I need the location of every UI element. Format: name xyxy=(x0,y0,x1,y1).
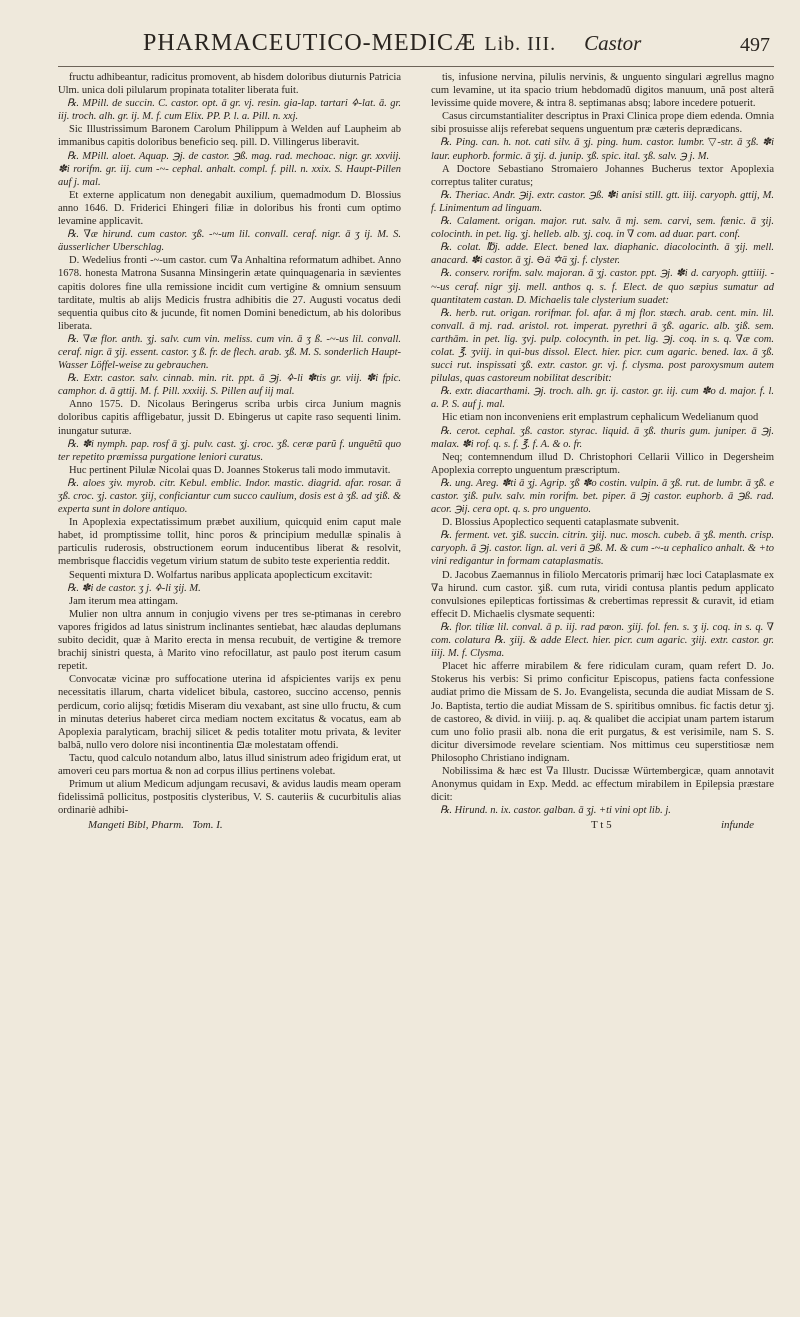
paragraph: Et externe applicatum non denegabit auxilium, quemadmodum D. Blossius anno 1646. D. Friderici Ehingeri filiæ in doloribus his fronti cum optimo levamine applicavit. xyxy=(58,189,401,228)
book-number: Lib. III. xyxy=(484,33,557,55)
paragraph: ℞. colat. ℔j. adde. Elect. bened lax. diaphanic. diacolocinth. ā ʒij. mell. anacard. ✽i castor. ā ʒj. ⊖ä ✡ä ʒj. f. clyster. xyxy=(431,242,774,267)
paragraph: Sequenti mixtura D. Wolfartus naribus applicata apoplecticum excitavit: xyxy=(69,569,373,581)
paragraph: tis, infusione nervina, pilulis nervinis, & unguento singulari ægrellus magno cum levamine, ut ita spacio trium hebdomadũ digitos manuum, unã post alterã levissime quide movere, & intra 8. septimanas absq; labore incedere potuerit. xyxy=(431,72,774,110)
paragraph: D. Blossius Apoplectico sequenti cataplasmate subvenit. xyxy=(442,517,680,529)
catchword-right: infunde xyxy=(721,819,754,832)
paragraph: ℞. aloes ʒiv. myrob. citr. Kebul. emblic. Indor. mastic. diagrid. afar. rosar. ā ʒß. croc. ʒj. castor. ʒiij, conficiantur cum succo caulium, dosis est à ʒß. ad ʒiß. & experta sunt in dolore antiquo. xyxy=(58,477,401,516)
running-header xyxy=(58,30,774,66)
paragraph: ℞. Hirund. n. ix. castor. galban. ā ʒj. +ti vini opt lib. j. xyxy=(440,805,671,817)
footer-right xyxy=(431,819,774,832)
paragraph: ℞. ung. Areg. ✽ti ā ʒj. Agrip. ʒß ✽o costin. vulpin. ā ʒß. rut. de lumbr. ā ʒß. e castor. ʒiß. pulv. salv. min rorifm. bet. piper. ā ℈j castor. euphorb. ā ℈ß. rad. acor. ℈ij. cera opt. q. s. pro unguento. xyxy=(431,477,774,516)
paragraph: ℞. Theriac. Andr. ℈ij. extr. castor. ℈ß. ✽i anisi still. gtt. iiij. caryoph. gttij, M. f. Linimentum ad linguam. xyxy=(431,189,774,214)
paragraph: A Doctore Sebastiano Stromaiero Johannes Bucherus textor Apoplexia correptus taliter curatus; xyxy=(431,163,774,188)
paragraph: ℞. cerot. cephal. ʒß. castor. styrac. liquid. ā ʒß. thuris gum. juniper. ā ℈j. malax. ✽i rof. q. s. f. ℥. f. A. & o. fr. xyxy=(431,425,774,450)
section-name: Castor xyxy=(584,31,642,55)
signature-mark: T t 5 xyxy=(591,819,612,832)
paragraph: Casus circumstantialiter descriptus in Praxi Clinica prope diem edenda. Omnia sibi prosuisse alijs referebat sequens unguentum præ cæteris deprædicans. xyxy=(431,111,774,136)
paragraph: Placet hic afferre mirabilem & fere ridiculam curam, quam refert D. Jo. Stokerus his verbis: Si primo conficitur Episcopus, patiens facta confessione audiat primo die Missam de S. Jo. Evangelista, secunda die audiat Missam de S. Jo. Baptista, tertio die audiat Missam de S. spiritibus omnibus. fic factis detur ʒj. de castoreo, & divid. in viiij. p. aq. & qualibet die accipiat unam partem istarum cum uno folio prasii alb. nona die erit purgatus, & est verisimile, nam S. S. dicitur diversimode revelare scientiam. Nos mittimus ceu superstitiosæ nem Philosopho Christiano indignam. xyxy=(431,661,774,764)
volume-mark: Tom. I. xyxy=(192,819,223,832)
paragraph: ℞. MPill. aloet. Aquap. ℈j. de castor. ℈ß. mag. rad. mechoac. nigr. gr. xxviij. ✽i rorifm. gr. iij. cum -~- cephal. anhalt. compl. f. pill. n. xxix. S. Haupt-Pillen auf j. mal. xyxy=(58,150,401,188)
running-title xyxy=(143,30,556,57)
paragraph: Convocatæ vicinæ pro suffocatione uterina id afspicientes varijs ex penu necessitatis illarum, charta videlicet bibula, castoreo, succino accenso, pennis perdicum, corio alijsq; fœtidis Miseram diu vexabant, ast sine ullo fructu, & cum in minutas deterius haberet circa mediam noctem excitatus & vocatus, eam ab Apoplexia paralyticam, brachij silicet & pedis totaliter motu privata, & leviter balbã, nullo vero dolore nisi incontinentia ⊡æ molestatam offendi. xyxy=(58,674,401,751)
paragraph: ℞. herb. rut. origan. rorifmar. fol. afar. ā mj flor. stæch. arab. cent. min. lil. convall. ā mj. rad. aristol. rot. imperat. pyrethri ā ʒß. agaric. alb. ʒiß. sem. carthām. in pet. lig. ʒvj. pulp. colocynth. in pet. lig. ℈j. coq. in s. q. ∇æ com. colat. ℥. ʒviij. in qui-bus dissol. Elect. hier. picr. cum agaric. bened. lax. ā ʒß. succi rut. inspissati ʒß. extr. castor. gr. vj. f. clysma. post paroxysmum autem pilulas, quas castoreum nobilitat describit: xyxy=(431,307,774,385)
paragraph: ℞. ∇æ flor. anth. ʒj. salv. cum vin. meliss. cum vin. ā ʒ ß. -~-us lil. convall. ceraf. nigr. ā ʒij. essent. castor. ʒ ß. fr. de flech. arab. ʒß. M. S. sonderlich Haupt-Wasser Löffel-weise zu gebrauchen. xyxy=(58,333,401,372)
paragraph: ℞. extr. diacarthami. ℈j. troch. alh. gr. ij. castor. gr. iij. cum ✽o d. major. f. l. a. P. S. auf j. mal. xyxy=(431,386,774,411)
page-footer xyxy=(58,819,774,832)
paragraph: In Apoplexia expectatissimum præbet auxilium, quicquid enim caput male habet, id promptissime tollit, hinc poros & principium medullæ spinalis à particulis ruderosis, obstructionem eorum inducentibus liberat & resolvit, membrisque flaccidis vegetum virium statum de subito teste experientia reddit. xyxy=(58,517,401,568)
paragraph: ℞. MPill. de succin. C. castor. opt. ā gr. vj. resin. gia-lap. tartari 🜍-lat. ā. gr. iij. troch. alh. gr. ij. M. f. cum Elix. PP. P. l. a. Pill. n. xxj. xyxy=(58,98,401,123)
paragraph: Nobilissima & hæc est ∇a Illustr. Ducissæ Würtembergicæ, quam annotavit Anonymus quidam in Exp. Medd. ac effectum mirabilem in Epilepsia præstare dicit: xyxy=(431,765,774,804)
paragraph: ℞. ferment. vet. ʒiß. succin. citrin. ʒiij. nuc. mosch. cubeb. ā ʒß. menth. crisp. caryoph. ā ℈j. castor. lign. al. veri ā ℈ß. M. & cum -~-u cephalico anhalt. & +to vini redigantur in formam cataplasmatis. xyxy=(431,530,774,568)
paragraph: Sic Illustrissimum Baronem Carolum Philippum à Welden auf Laupheim ab immanibus capitis doloribus beneficio seq. pill. D. Villingerus liberavit. xyxy=(58,124,401,149)
paragraph: ℞. Extr. castor. salv. cinnab. min. rit. ppt. ā ℈j. 🜍-li ✽tis gr. viij. ✽i fpic. camphor. d. ā gttij. M. f. Pill. xxxiij. S. Pillen auf iij mal. xyxy=(58,373,401,398)
paragraph: Primum ut alium Medicum adjungam recusavi, & avidus laudis meam operam fidelissimã pollicitus, postpositis clysteribus, V. S. cauteriis & cucurbitulis alias ordinariè adhibi- xyxy=(58,779,401,817)
paragraph: Neq; contemnendum illud D. Christophori Cellarii Villico in Degersheim Apoplexia correpto unguentum præscriptum. xyxy=(431,451,774,476)
paragraph: Hic etiam non inconveniens erit emplastrum cephalicum Wedelianum quod xyxy=(442,412,759,424)
paragraph: Jam iterum mea attingam. xyxy=(69,595,179,607)
paragraph: Tactu, quod calculo notandum albo, latus illud sinistrum adeo frigidum erat, ut amoveri ceu pars mortua & non ad corpus illius pertinens volebat. xyxy=(58,752,401,777)
header-rule xyxy=(58,66,774,67)
right-column xyxy=(431,71,774,817)
paragraph: D. Wedelius fronti -~-um castor. cum ∇a Anhaltina reformatum adhibet. Anno 1678. honesta Matrona Susanna Minsingerin ætate quinquagenaria in sævientes capitis dolores fine ulla remissione incidit cum vertigine & omnium sensuum tarditate, multis ab alijs Medicis frustra adhibitis die 27. Augusti vocatus dedi sequentia quibus cito & jucunde, fit nomen Domini benedictum, ab his doloribus liberata. xyxy=(58,255,401,332)
footer-left xyxy=(58,819,401,832)
text-columns xyxy=(58,71,774,817)
paragraph: Mulier non ultra annum in conjugio vivens per tres se-ptimanas in cerebro vapores frigidos ad latus sinistrum inclinantes sentiebat, hæc alaudas deplumans subito decidit, quæ à Marito erecta in mensa recubuit, de vertigine & tremore brachij sinistri questa, à Marito vino refocillatur, ast paulo post iterum casum repetit. xyxy=(58,608,401,673)
paragraph: ℞. ✽i nymph. pap. rosf ā ʒj. pulv. cast. ʒj. croc. ʒß. ceræ parũ f. unguẽtũ quo ter repetito præmissa purgatione leniori curatus. xyxy=(58,438,401,463)
paragraph: Huc pertinent Pilulæ Nicolai quas D. Joannes Stokerus tali modo immutavit. xyxy=(69,464,391,476)
paragraph: ℞. Calament. origan. major. rut. salv. ā mj. sem. carvi, sem. fænic. ā ʒij. colocinth. in pet. lig. ʒj. helleb. alb. ʒj. coq. in ∇ com. ad duar. part. conf. xyxy=(431,216,774,241)
paragraph: ℞. Ping. can. h. not. cati silv. ā ʒj. ping. hum. castor. lumbr. ▽-str. ā ʒß. ✽i laur. euphorb. formic. ā ʒij. d. junip. ʒß. spic. ital. ʒß. salv. ℈ j. M. xyxy=(431,137,774,162)
paragraph: ℞. ∇æ hirund. cum castor. ʒß. -~-um lil. convall. ceraf. nigr. ā ʒ ij. M. S. äusserlicher Uberschlag. xyxy=(58,229,401,254)
paragraph: ℞. flor. tiliæ lil. conval. ā p. iij. rad pœon. ʒiij. fol. fen. s. ʒ ij. coq. in s. q. ∇ com. colatura ℞. ʒiij. & adde Elect. hier. picr. cum agaric. ʒiij. extr. castor. gr. iiij. M. f. Clysma. xyxy=(431,621,774,660)
paragraph: fructu adhibeantur, radicitus promovent, ab hisdem doloribus diuturnis Patricia Ulm. unica doli pilularum propinata totaliter liberata fuit. xyxy=(58,72,401,97)
paragraph: D. Jacobus Zaemannus in filiolo Mercatoris primarij hæc loci Cataplasmate ex ∇a hirund. cum castor. ʒiß. cum ruta, viridi contusa plantis pedum applicato convulsiones epilepticas fortissimas & crebertimas repressit & curavit, id etiam effecit D. Michaelis clysmate sequenti: xyxy=(431,569,774,620)
paragraph: Anno 1575. D. Nicolaus Beringerus scriba urbis circa Junium magnis doloribus capitis affligebatur, jussit D. Ebingerus ut capite raso sequenti linim. inungatur suturæ. xyxy=(58,399,401,437)
paragraph: ℞. conserv. rorifm. salv. majoran. ā ʒj. castor. ppt. ℈j. ✽i d. caryoph. gttiiij. -~-us ceraf. nigr ʒij. mell. anthos q. s. f. Elect. de quo sæpius sumatur ad quantitatem castan. D. Michaelis tale clysterium suadet: xyxy=(431,268,774,306)
running-title-text: PHARMACEUTICO-MEDICÆ xyxy=(143,30,477,56)
paragraph: ℞. ✽i de castor. ʒ j. 🜍-li ʒij. M. xyxy=(67,582,201,594)
page-number: 497 xyxy=(740,34,770,56)
catchword-left: Mangeti Bibl, Pharm. xyxy=(88,819,184,832)
left-column xyxy=(58,71,401,817)
